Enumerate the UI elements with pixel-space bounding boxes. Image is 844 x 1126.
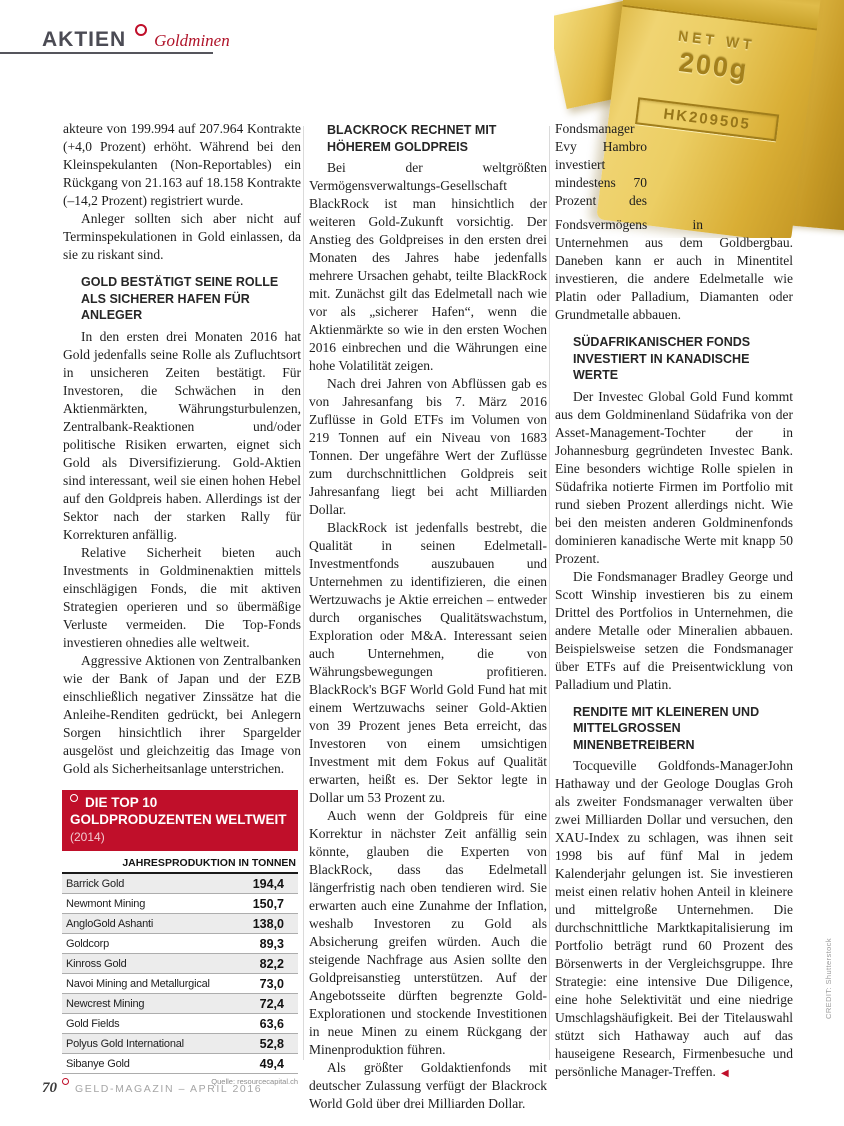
producer-name: Gold Fields [66, 1017, 120, 1030]
table-row [62, 974, 298, 994]
net-weight-label: NET WT [677, 27, 757, 54]
article-column-3 [555, 120, 793, 1083]
producer-value: 194,4 [252, 876, 284, 891]
table-row [62, 1034, 298, 1054]
producer-value: 138,0 [252, 916, 284, 931]
paragraph: Anleger sollten sich aber nicht auf Terminspekulationen in Gold einlassen, da sie zu riskant sind. [63, 211, 301, 262]
producer-name: AngloGold Ashanti [66, 917, 154, 930]
paragraph: Bei der weltgrößten Vermögensverwaltungs-Gesellschaft BlackRock ist man hinsichtlich der weiteren Gold-Zukunft vorsichtig. Der Anstieg des Goldpreises in den ersten drei Monaten des Jahres habe jedenfalls mehrere Ursachen gehabt, teilte BlackRock mit. Zunächst gilt das Edelmetall nach wie vor als „sicherer Hafen“, wenn die Aktienmärkte so wie in den ersten Wochen 2016 einbrechen und die Währungen eine hohe Volatilität zeigen. [309, 160, 547, 373]
paragraph: Die Fondsmanager Bradley George und Scott Winship investieren bis zu einem Drittel des Portfolios in Unternehmen, die andere Metalle oder Mineralien abbauen. Beispielsweise setzen die Fondsmanager über ETFs auf die Preisentwicklung von Palladium und Platin. [555, 568, 793, 692]
article-column-2 [309, 120, 547, 1113]
paragraph: Nach drei Jahren von Abflüssen gab es von Jahresanfang bis 7. März 2016 Zuflüsse in Gold ETFs im Volumen von 219 Tonnen auf ein Niveau von 1683 Tonnen. Der ungefähre Wert der Zuflüsse zum durchschnittlichen Goldpreis seit Jahresanfang liegt bei acht Milliarden Dollar. [309, 376, 547, 517]
table-title: DIE TOP 10 GOLDPRODUZENTEN WELTWEIT [70, 795, 287, 827]
masthead [42, 24, 230, 52]
section-heading: GOLD BESTÄTIGT SEINE ROLLE ALS SICHERER HAFEN FÜR ANLEGER [81, 275, 279, 322]
table-row [62, 914, 298, 934]
weight-value: 200g [677, 47, 750, 86]
serial-stamp: HK209505 [635, 97, 779, 141]
magazine-name: GELD-MAGAZIN – APRIL 2016 [75, 1083, 263, 1095]
producer-name: Newmont Mining [66, 897, 146, 910]
paragraph: In den ersten drei Monaten 2016 hat Gold jedenfalls seine Rolle als Zufluchtsort in unsicheren Zeiten bestätigt. Für Investoren, die Schwächen in den Aktienmärkten, Währungsturbulenzen, Zentralbank-Reaktionen und/oder politische Risiken erwarten, eignet sich Gold als Diversifizierung. Gold-Aktien sind interessant, weil sie einen hohen Hebel auf den Goldpreis haben. Allerdings ist der Sektor nach der starken Rally für Korrekturen anfällig. [63, 328, 301, 542]
producer-value: 82,2 [259, 956, 284, 971]
article-column-1 [63, 120, 301, 778]
producer-name: Goldcorp [66, 937, 110, 950]
table-row [62, 954, 298, 974]
producer-value: 52,8 [259, 1036, 284, 1051]
producer-value: 150,7 [252, 896, 284, 911]
text-wrap-spacer [647, 120, 793, 216]
paragraph: Fondsmanager Evy Hambro investiert mindestens 70 Prozent des Fondsvermögens in Unternehmen aus dem Goldbergbau. Daneben kann er auch in Minentitel investieren, die andere Edelmetalle wie Platin oder Palladium, Diamanten oder Grundmetalle abbauen. [555, 121, 793, 322]
table-row [62, 894, 298, 914]
section-heading: RENDITE MIT KLEINEREN UND MITTELGROSSEN MINENBETREIBERN [573, 704, 760, 752]
producer-name: Barrick Gold [66, 877, 125, 890]
table-year: (2014) [70, 830, 105, 844]
paragraph [555, 757, 793, 1083]
producer-value: 73,0 [259, 976, 284, 991]
producer-name: Polyus Gold International [66, 1037, 184, 1050]
table-row [62, 1014, 298, 1034]
producer-name: Navoi Mining and Metallurgical [66, 977, 210, 990]
topic-label: Goldminen [154, 31, 230, 50]
production-table [62, 790, 298, 1086]
table-row [62, 994, 298, 1014]
column-rule-2 [549, 126, 550, 1060]
paragraph: Relative Sicherheit bieten auch Investments in Goldminenaktien mittels einschlägigen Fonds, die mit aktiven Strategien operieren und so übermäßige Verluste vermeiden. Die Top-Fonds investieren ohnedies alle weltweit. [63, 544, 301, 650]
producer-value: 63,6 [259, 1016, 284, 1031]
paragraph: BlackRock ist jedenfalls bestrebt, die Qualität in seinen Edelmetall-Investmentfonds auszubauen und Unternehmen zu identifizieren, die einen Wertzuwachs je Aktie erreichen – entweder durch organisches Qualitätswachstum, Exploration oder M&A. Interessant seien auch Unternehmen, die von Währungsbewegungen profitieren. BlackRock's BGF World Gold Fund hat mit einem Wertzuwachs seiner Gold-Aktien von 39 Prozent jenes Beta erreicht, das Investoren von einem umsichtigen Investment mit dem Fokus auf Qualität erwarten, heißt es. Der Sektor legte in Dollar um 53 Prozent zu. [309, 520, 547, 805]
section-heading: SÜDAFRIKANISCHER FONDS INVESTIERT IN KANADISCHE WERTE [573, 335, 751, 382]
degree-icon [70, 794, 78, 802]
producer-value: 89,3 [259, 936, 284, 951]
paragraph: Der Investec Global Gold Fund kommt aus dem Goldminenland Südafrika von der Asset-Management-Tochter der in Johannesburg gegründeten Investec Bank. Eine besonders wichtige Rolle spielen in Südafrika notierte Firmen im Portfolio mit rund sieben Prozent allerdings nicht. Wie bei den meisten anderen Goldminenfonds dominieren kanadische Werte mit knapp 50 Prozent. [555, 388, 793, 566]
table-body [62, 874, 298, 1074]
paragraph-text: Tocqueville Goldfonds-ManagerJohn Hathaway und der Geologe Douglas Groh als zweiter Fondsmanager verwalten über zwei Milliarden Dollar und versuchen, den XAU-Index zu schlagen, was ihnen seit 1998 bis auf fünf Mal in jedem Kalenderjahr gelungen ist. Sie investieren meist einen relativ hohen Anteil in kleinere und mittelgroße Unternehmen. Die durchschnittliche Marktkapitalisierung im Portfolio beträgt rund 60 Prozent des Börsenwerts in der Vergleichsgruppe. Ihre Strategie: eine intensive Due Diligence, eine hohe Selektivität und eine niedrige Umschlagshäufigkeit. Bei der Titelauswahl stützt sich Hathaway auch auf das hauseigene Research, Firmenbesuche und persönliche Manager-Treffen. [555, 758, 793, 1079]
article-end-icon: ◀ [720, 1068, 729, 1079]
table-row [62, 874, 298, 894]
degree-icon [62, 1078, 69, 1085]
paragraph: Aggressive Aktionen von Zentralbanken wie der Bank of Japan und der EZB einschließlich negativer Zinssätze hat die Anleihe-Renditen gedrückt, bei Anlegern Sorgen hinsichtlich ihrer Spargelder ausgelöst und gleichzeitig das Image von Gold als Sicherheitsanlage unterstrichen. [63, 652, 301, 776]
section-heading: BLACKROCK RECHNET MIT HÖHEREM GOLDPREIS [327, 123, 497, 154]
section-title: AKTIEN [42, 28, 127, 51]
table-title-banner [62, 790, 298, 851]
masthead-rule [0, 52, 213, 54]
table-row [62, 1054, 298, 1074]
page-number: 70 [42, 1080, 57, 1096]
producer-name: Newcrest Mining [66, 997, 145, 1010]
degree-icon [135, 24, 147, 36]
table-column-header: JAHRESPRODUKTION IN TONNEN [62, 851, 298, 874]
producer-name: Sibanye Gold [66, 1057, 130, 1070]
paragraph: akteure von 199.994 auf 207.964 Kontrakte (+4,0 Prozent) erhöht. Während bei den Kleinspekulanten (Non-Reportables) ein Rückgang von 21.163 auf 18.158 Kontrakte (–14,2 Prozent) registriert wurde. [63, 121, 301, 208]
text-wrap-spacer [703, 216, 793, 234]
producer-name: Kinross Gold [66, 957, 127, 970]
column-rule-1 [303, 126, 304, 1060]
photo-credit: CREDIT: Shutterstock [824, 938, 833, 1019]
producer-value: 49,4 [259, 1056, 284, 1071]
paragraph: Auch wenn der Goldpreis für eine Korrektur in nächster Zeit anfällig sein könnte, glauben die Experten von BlackRock, dass das Edelmetall längerfristig nach oben tendieren wird. Sie erwarten auch eine Zunahme der Inflation, weshalb Investoren zu Gold als Absicherung greifen würden. Auch die steigende Nachfrage aus Asien sollte den Goldpreisanstieg unterstützen. Auf der Angebotsseite dürften begrenzte Gold-Explorationen und stockende Investitionen in neue Minen zu einem Rückgang der Minenproduktion führen. [309, 808, 547, 1057]
page-footer [42, 1078, 262, 1097]
table-source: Quelle: resourcecapital.ch [211, 1077, 298, 1086]
producer-value: 72,4 [259, 996, 284, 1011]
paragraph: Als größter Goldaktienfonds mit deutscher Zulassung verfügt der Blackrock World Gold über drei Milliarden Dollar. [309, 1060, 547, 1111]
table-row [62, 934, 298, 954]
